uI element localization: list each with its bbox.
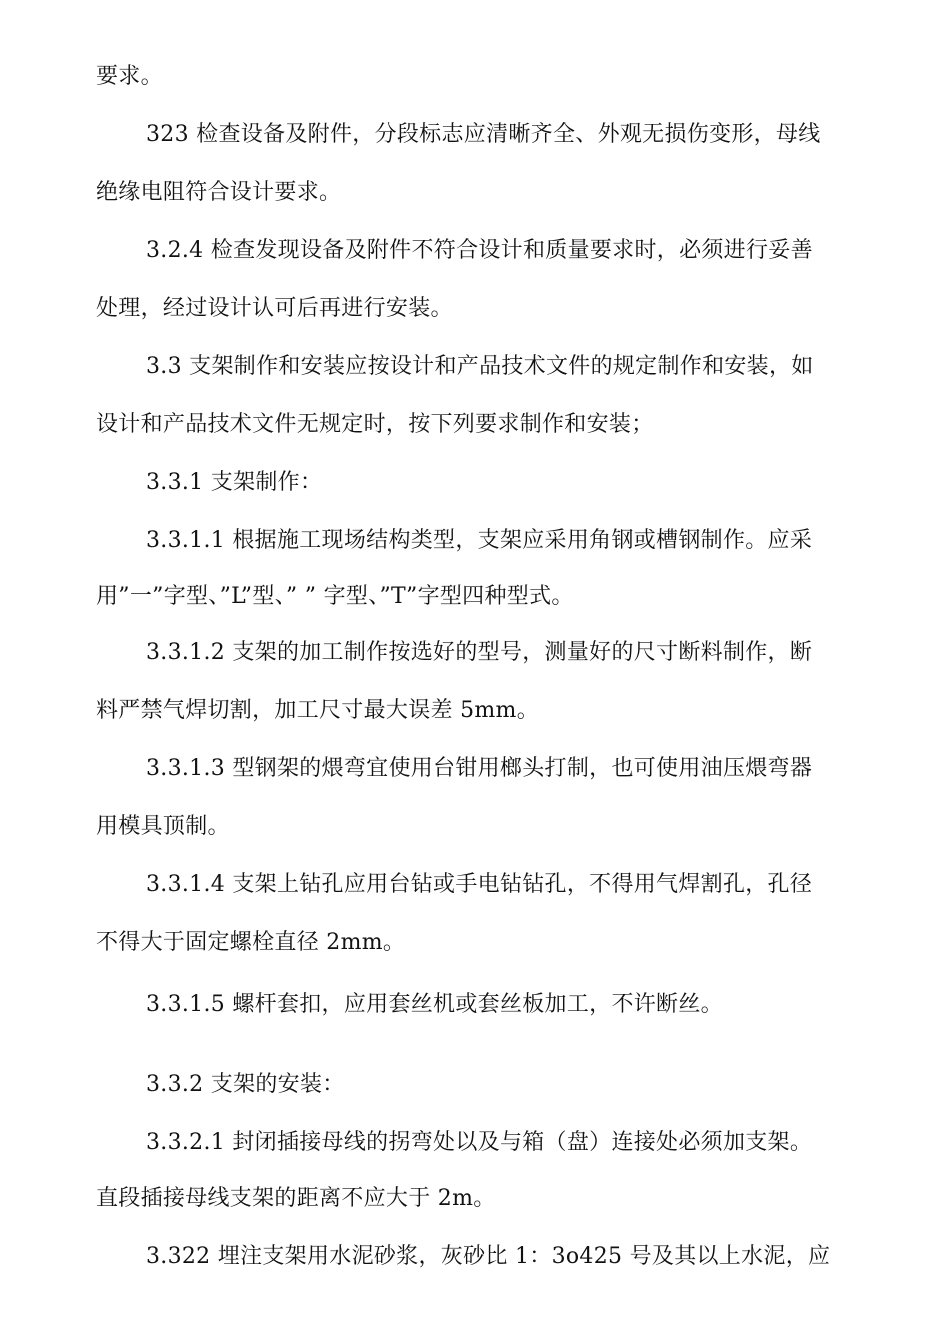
text-line: 设计和产品技术文件无规定时，按下列要求制作和安装；: [96, 412, 654, 437]
text-line: 3.3.2.1 封闭插接母线的拐弯处以及与箱（盘）连接处必须加支架。: [146, 1130, 813, 1155]
text-line: 3.3.1.1 根据施工现场结构类型，支架应采用角钢或槽钢制作。应采: [146, 528, 813, 553]
text-line: 处理，经过设计认可后再进行安装。: [96, 296, 453, 321]
text-line: 不得大于固定螺栓直径 2mm。: [96, 930, 406, 955]
text-line: 3.3.1.3 型钢架的煨弯宜使用台钳用榔头打制，也可使用油压煨弯器: [146, 756, 813, 781]
text-line: 3.3.1.2 支架的加工制作按选好的型号，测量好的尺寸断料制作，断: [146, 640, 813, 665]
text-line: 料严禁气焊切割，加工尺寸最大误差 5mm。: [96, 698, 540, 723]
text-line: 3.3.1 支架制作：: [146, 470, 323, 495]
text-line: 3.322 埋注支架用水泥砂浆，灰砂比 1：3o425 号及其以上水泥，应: [146, 1244, 831, 1269]
text-line: 3.3.2 支架的安装：: [146, 1072, 345, 1097]
text-line: 用”一”字型、”L”型、” ” 字型、”T”字型四种型式。: [96, 584, 574, 609]
text-line: 3.3 支架制作和安装应按设计和产品技术文件的规定制作和安装，如: [146, 354, 814, 379]
text-line: 3.2.4 检查发现设备及附件不符合设计和质量要求时，必须进行妥善: [146, 238, 813, 263]
text-line: 用模具顶制。: [96, 814, 230, 839]
text-line: 323 检查设备及附件，分段标志应清晰齐全、外观无损伤变形，母线: [146, 122, 821, 147]
text-line: 3.3.1.5 螺杆套扣，应用套丝机或套丝板加工，不许断丝。: [146, 992, 723, 1017]
text-line: 3.3.1.4 支架上钻孔应用台钻或手电钻钻孔，不得用气焊割孔，孔径: [146, 872, 813, 897]
text-line: 要求。: [96, 64, 163, 89]
text-line: 绝缘电阻符合设计要求。: [96, 180, 342, 205]
text-line: 直段插接母线支架的距离不应大于 2m。: [96, 1186, 496, 1211]
